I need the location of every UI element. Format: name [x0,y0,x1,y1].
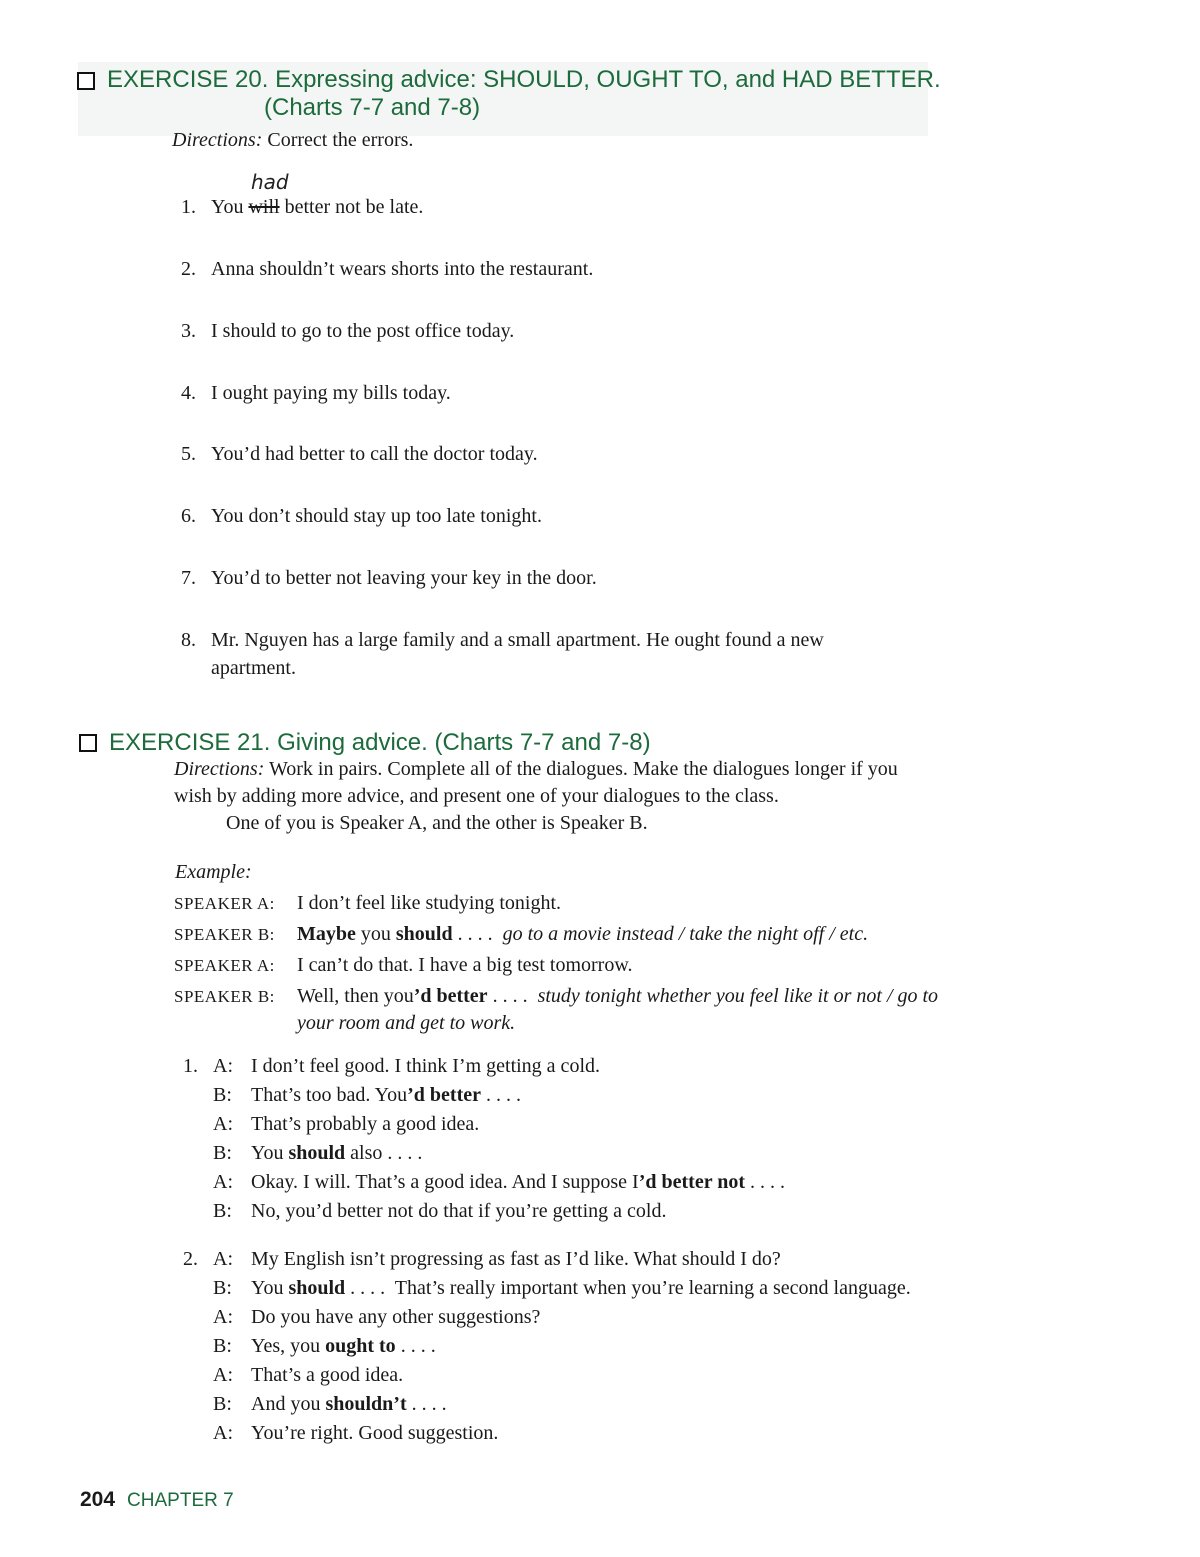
item-number: 1. [181,196,196,218]
dialogue-line [183,1303,911,1332]
directions-line-1: Work in pairs. Complete all of the dialogues. Make the dialogues longer if you [269,758,898,780]
dialogue-2 [183,1245,911,1448]
speaker: B: [213,1084,232,1106]
speaker: A: [213,1248,233,1270]
dialogue-line [183,1332,911,1361]
exercise-21-title: EXERCISE 21. Giving advice. (Charts 7-7 and 7-8) [109,729,651,756]
example-line-2 [174,919,868,950]
ellipsis: . . . . [452,923,503,945]
line-text: That’s probably a good idea. [251,1113,480,1135]
speaker: B: [213,1393,232,1415]
dialogue-line [183,1361,911,1390]
item-text: Mr. Nguyen has a large family and a small apartment. He ought found a new [211,629,824,651]
exercise-20-item-2 [181,255,593,283]
dialogue-line [183,1390,911,1419]
chapter-label: CHAPTER 7 [127,1490,234,1511]
item-text-before: You [211,196,249,218]
speaker: B: [213,1277,232,1299]
line-bold: ought to [325,1335,396,1357]
directions-line-3: One of you is Speaker A, and the other is Speaker B. [226,812,648,834]
line-bold: ’d better not [638,1171,745,1193]
line-text: And you [251,1393,326,1415]
item-text-after: better not be late. [279,196,424,218]
example-text: Well, then you [297,985,414,1007]
dialogue-line [183,1168,785,1197]
dialogue-line [183,1052,785,1081]
example-label: Example: [175,861,252,883]
item-number: 3. [181,320,196,342]
exercise-20-directions [172,127,413,154]
directions-label: Directions: [172,129,263,151]
speaker: A: [213,1422,233,1444]
handwritten-correction: had [251,170,289,194]
speaker-label: SPEAKER A: [174,956,275,975]
line-post: . . . . [395,1335,436,1357]
exercise-21-directions [174,756,1114,837]
page-number: 204 [80,1488,116,1511]
exercise-20-checkbox[interactable] [77,72,95,90]
dialogue-line [183,1419,911,1448]
line-bold: should [288,1142,346,1164]
item-text: I should to go to the post office today. [211,320,515,342]
dialogue-1 [183,1052,785,1226]
line-post: also . . . . [345,1142,423,1164]
directions-text: Correct the errors. [267,129,414,151]
exercise-20-item-8-continued: apartment. [211,657,296,679]
directions-line-2: wish by adding more advice, and present one of your dialogues to the class. [174,785,779,807]
example-line-4 [174,981,938,1012]
page-footer [80,1488,234,1512]
dialogue-line [183,1110,785,1139]
speaker-label: SPEAKER A: [174,894,275,913]
line-text: That’s a good idea. [251,1364,404,1386]
dialogue-number: 1. [183,1055,198,1077]
item-text: You’d to better not leaving your key in the door. [211,567,597,589]
speaker: A: [213,1306,233,1328]
line-text: Do you have any other suggestions? [251,1306,541,1328]
exercise-20-subtitle: (Charts 7-7 and 7-8) [264,94,481,121]
line-text: You’re right. Good suggestion. [251,1422,499,1444]
dialogue-line [183,1245,911,1274]
exercise-20-item-5 [181,440,538,468]
speaker: B: [213,1200,232,1222]
line-post: . . . . [745,1171,785,1193]
bold-word: should [395,923,453,945]
speaker: B: [213,1335,232,1357]
exercise-21-checkbox[interactable] [79,734,97,752]
example-text: I don’t feel like studying tonight. [297,892,562,914]
dialogue-line [183,1081,785,1110]
line-text: You [251,1277,289,1299]
dialogue-line [183,1274,911,1303]
item-text: Anna shouldn’t wears shorts into the restaurant. [211,258,594,280]
example-answer: study tonight whether you feel like it or not / go to [537,985,939,1007]
example-text: you [355,923,396,945]
item-number: 6. [181,505,196,527]
item-number: 5. [181,443,196,465]
line-text: You [251,1142,289,1164]
exercise-20-item-8 [181,626,824,654]
item-text: You don’t should stay up too late tonight. [211,505,542,527]
dialogue-number: 2. [183,1248,198,1270]
line-post: . . . . [406,1393,447,1415]
item-number: 8. [181,629,196,651]
speaker-label: SPEAKER B: [174,925,275,944]
line-text: No, you’d better not do that if you’re getting a cold. [251,1200,667,1222]
speaker: A: [213,1055,233,1077]
item-text: You’d had better to call the doctor today. [211,443,538,465]
line-text: I don’t feel good. I think I’m getting a cold. [251,1055,600,1077]
exercise-20-item-3 [181,317,514,345]
item-number: 4. [181,382,196,404]
example-line-1 [174,888,561,919]
speaker: B: [213,1142,232,1164]
line-bold: ’d better [407,1084,481,1106]
example-text: I can’t do that. I have a big test tomorrow. [297,954,633,976]
bold-word: ’d better [413,985,488,1007]
exercise-20-item-4 [181,379,451,407]
item-text: I ought paying my bills today. [211,382,451,404]
speaker: A: [213,1171,233,1193]
struck-word: will [248,196,280,218]
line-bold: shouldn’t [325,1393,407,1415]
speaker: A: [213,1113,233,1135]
dialogue-line [183,1197,785,1226]
line-text: My English isn’t progressing as fast as I’d like. What should I do? [251,1248,781,1270]
item-number: 7. [181,567,196,589]
line-bold: should [288,1277,346,1299]
exercise-20-item-1 [181,193,423,221]
line-text: That’s too bad. You [251,1084,408,1106]
example-line-3 [174,950,632,981]
example-line-4-continued: your room and get to work. [297,1012,516,1034]
exercise-20-item-6 [181,502,542,530]
speaker-label: SPEAKER B: [174,987,275,1006]
exercise-20-item-7 [181,564,597,592]
bold-word: Maybe [297,923,356,945]
speaker: A: [213,1364,233,1386]
line-text: Yes, you [251,1335,326,1357]
example-answer: go to a movie instead / take the night off / etc. [502,923,869,945]
directions-label: Directions: [174,758,265,780]
line-post: . . . . [480,1084,521,1106]
line-text: Okay. I will. That’s a good idea. And I suppose I [251,1171,639,1193]
line-post: . . . . That’s really important when you’re learning a second language. [345,1277,911,1299]
item-number: 2. [181,258,196,280]
ellipsis: . . . . [487,985,538,1007]
dialogue-line [183,1139,785,1168]
exercise-20-title: EXERCISE 20. Expressing advice: SHOULD, OUGHT TO, and HAD BETTER. [107,66,941,93]
